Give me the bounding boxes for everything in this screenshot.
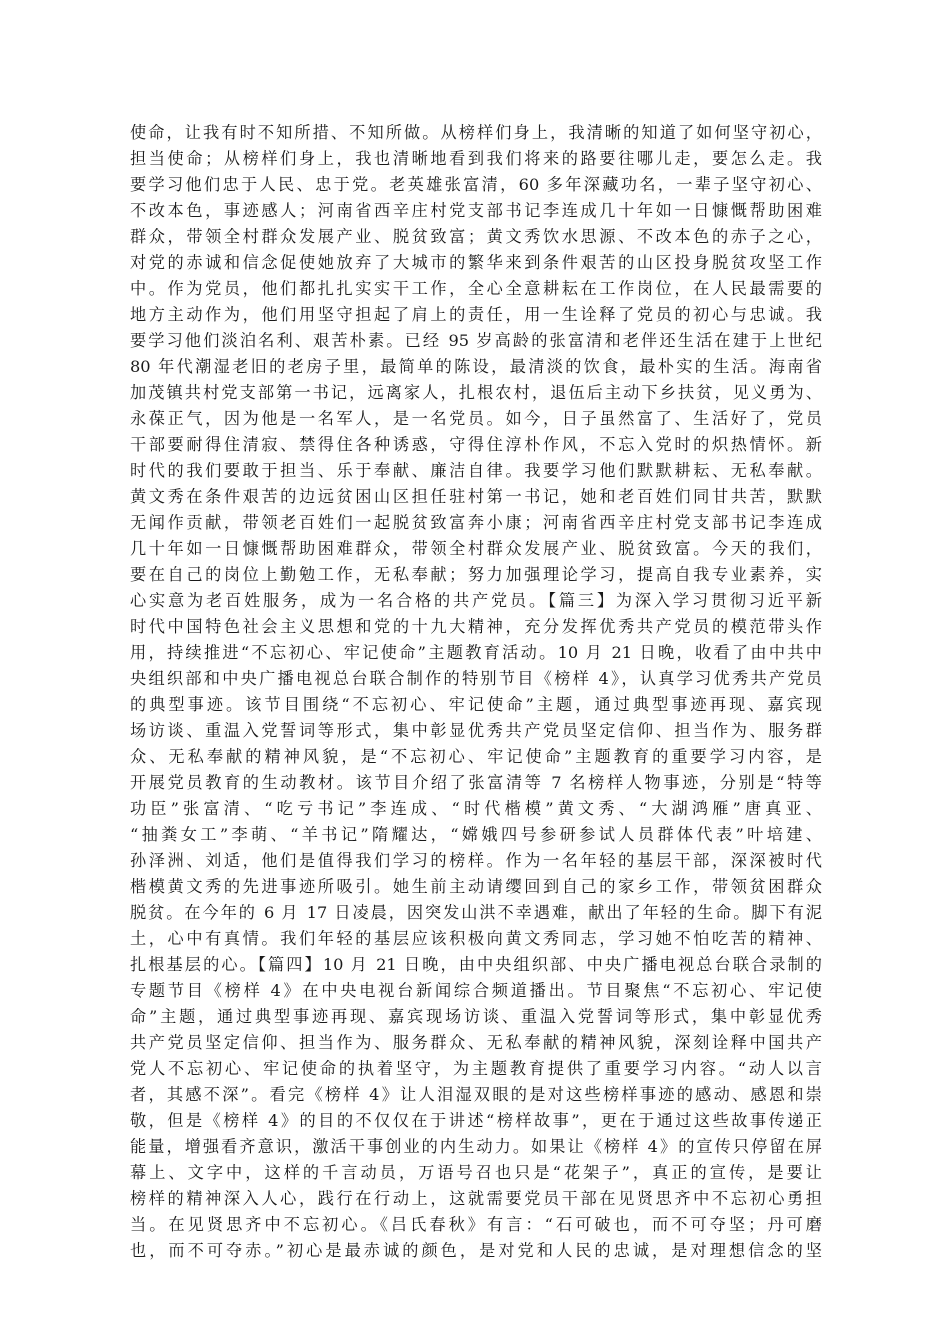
body-text-line: 土，心中有真情。我们年轻的基层应该积极向黄文秀同志，学习她不怕吃苦的精神、 [130,929,822,948]
body-text-line: 央组织部和中央广播电视总台联合制作的特别节目《榜样 4》，认真学习优秀共产党员 [130,669,822,688]
body-text-line: 共产党员坚定信仰、担当作为、服务群众、无私奉献的精神风貌，深刻诠释中国共产 [130,1033,822,1052]
body-text-line: 能量，增强看齐意识，激活干事创业的内生动力。如果让《榜样 4》的宣传只停留在屏 [130,1137,822,1156]
body-text-line: 功臣”张富清、“吃亏书记”李连成、“时代楷模”黄文秀、“大湖鸿雁”唐真亚、 [130,799,822,818]
body-text-line: 时代中国特色社会主义思想和党的十九大精神，充分发挥优秀共产党员的模范带头作 [130,617,822,636]
body-text-line: 要学习他们淡泊名利、艰苦朴素。已经 95 岁高龄的张富清和老伴还生活在建于上世纪 [130,331,822,350]
body-text-line: 敬，但是《榜样 4》的目的不仅仅在于讲述“榜样故事”，更在于通过这些故事传递正 [130,1111,822,1130]
body-text-line: 者，其感不深”。看完《榜样 4》让人泪湿双眼的是对这些榜样事迹的感动、感恩和崇 [130,1085,822,1104]
body-text-line: 场访谈、重温入党誓词等形式，集中彰显优秀共产党员坚定信仰、担当作为、服务群 [130,721,822,740]
body-text-line: 众、无私奉献的精神风貌，是“不忘初心、牢记使命”主题教育的重要学习内容，是 [130,747,822,766]
body-text-line: 对党的赤诚和信念促使她放弃了大城市的繁华来到条件艰苦的山区投身脱贫攻坚工作 [130,253,822,272]
body-text-line: 幕上、文字中，这样的千言动员，万语号召也只是“花架子”，真正的宣传，是要让 [130,1163,822,1182]
body-text-line: 几十年如一日慷慨帮助困难群众，带领全村群众发展产业、脱贫致富。今天的我们， [130,539,822,558]
body-text-line: 孙泽洲、刘适，他们是值得我们学习的榜样。作为一名年轻的基层干部，深深被时代 [130,851,822,870]
body-text-line: 也，而不可夺赤。”初心是最赤诚的颜色，是对党和人民的忠诚，是对理想信念的坚 [130,1241,822,1260]
body-text-line: “抽粪女工”李萌、“羊书记”隋耀达，“嫦娥四号参研参试人员群体代表”叶培建、 [130,825,822,844]
body-text-line: 党人不忘初心、牢记使命的执着坚守，为主题教育提供了重要学习内容。“动人以言 [130,1059,822,1078]
body-text-line: 命”主题，通过典型事迹再现、嘉宾现场访谈、重温入党誓词等形式，集中彰显优秀 [130,1007,822,1026]
document-page [130,120,822,1264]
body-text-line: 干部要耐得住清寂、禁得住各种诱惑，守得住淳朴作风，不忘入党时的炽热情怀。新 [130,435,822,454]
body-text-line: 黄文秀在条件艰苦的边远贫困山区担任驻村第一书记，她和老百姓们同甘共苦，默默 [130,487,822,506]
body-text-line: 的典型事迹。该节目围绕“不忘初心、牢记使命”主题，通过典型事迹再现、嘉宾现 [130,695,822,714]
body-text-line: 永葆正气，因为他是一名军人，是一名党员。如今，日子虽然富了、生活好了，党员 [130,409,822,428]
body-text-line: 加茂镇共村党支部第一书记，远离家人，扎根农村，退伍后主动下乡扶贫，见义勇为、 [130,383,822,402]
body-text-line: 要学习他们忠于人民、忠于党。老英雄张富清，60 多年深藏功名，一辈子坚守初心、 [130,175,822,194]
body-text-line: 担当使命；从榜样们身上，我也清晰地看到我们将来的路要往哪儿走，要怎么走。我 [130,149,822,168]
body-text-line: 中。作为党员，他们都扎扎实实干工作，全心全意耕耘在工作岗位，在人民最需要的 [130,279,822,298]
body-text-line: 扎根基层的心。【篇四】10 月 21 日晚，由中央组织部、中央广播电视总台联合录制的 [130,955,822,974]
body-text-line: 无闻作贡献，带领老百姓们一起脱贫致富奔小康；河南省西辛庄村党支部书记李连成 [130,513,822,532]
body-text-line: 地方主动作为，他们用坚守担起了肩上的责任，用一生诠释了党员的初心与忠诚。我 [130,305,822,324]
body-text-line: 80 年代潮湿老旧的老房子里，最简单的陈设，最清淡的饮食，最朴实的生活。海南省 [130,357,822,376]
body-text-line: 群众，带领全村群众发展产业、脱贫致富；黄文秀饮水思源、不改本色的赤子之心， [130,227,822,246]
body-text-line: 不改本色，事迹感人；河南省西辛庄村党支部书记李连成几十年如一日慷慨帮助困难 [130,201,822,220]
body-text-line: 脱贫。在今年的 6 月 17 日凌晨，因突发山洪不幸遇难，献出了年轻的生命。脚下有泥 [130,903,822,922]
body-text-line: 时代的我们要敢于担当、乐于奉献、廉洁自律。我要学习他们默默耕耘、无私奉献。 [130,461,822,480]
body-text-line: 心实意为老百姓服务，成为一名合格的共产党员。【篇三】为深入学习贯彻习近平新 [130,591,822,610]
body-text-line: 当。在见贤思齐中不忘初心。《吕氏春秋》有言：“石可破也，而不可夺坚；丹可磨 [130,1215,822,1234]
body-text-line: 要在自己的岗位上勤勉工作，无私奉献；努力加强理论学习，提高自我专业素养，实 [130,565,822,584]
body-text-line: 使命，让我有时不知所措、不知所做。从榜样们身上，我清晰的知道了如何坚守初心， [130,123,822,142]
body-text-line: 专题节目《榜样 4》在中央电视台新闻综合频道播出。节目聚焦“不忘初心、牢记使 [130,981,822,1000]
body-text-line: 开展党员教育的生动教材。该节目介绍了张富清等 7 名榜样人物事迹，分别是“特等 [130,773,822,792]
body-text-line: 楷模黄文秀的先进事迹所吸引。她生前主动请缨回到自己的家乡工作，带领贫困群众 [130,877,822,896]
body-text-line: 用，持续推进“不忘初心、牢记使命”主题教育活动。10 月 21 日晚，收看了由中共中 [130,643,822,662]
body-text-line: 榜样的精神深入人心，践行在行动上，这就需要党员干部在见贤思齐中不忘初心勇担 [130,1189,822,1208]
